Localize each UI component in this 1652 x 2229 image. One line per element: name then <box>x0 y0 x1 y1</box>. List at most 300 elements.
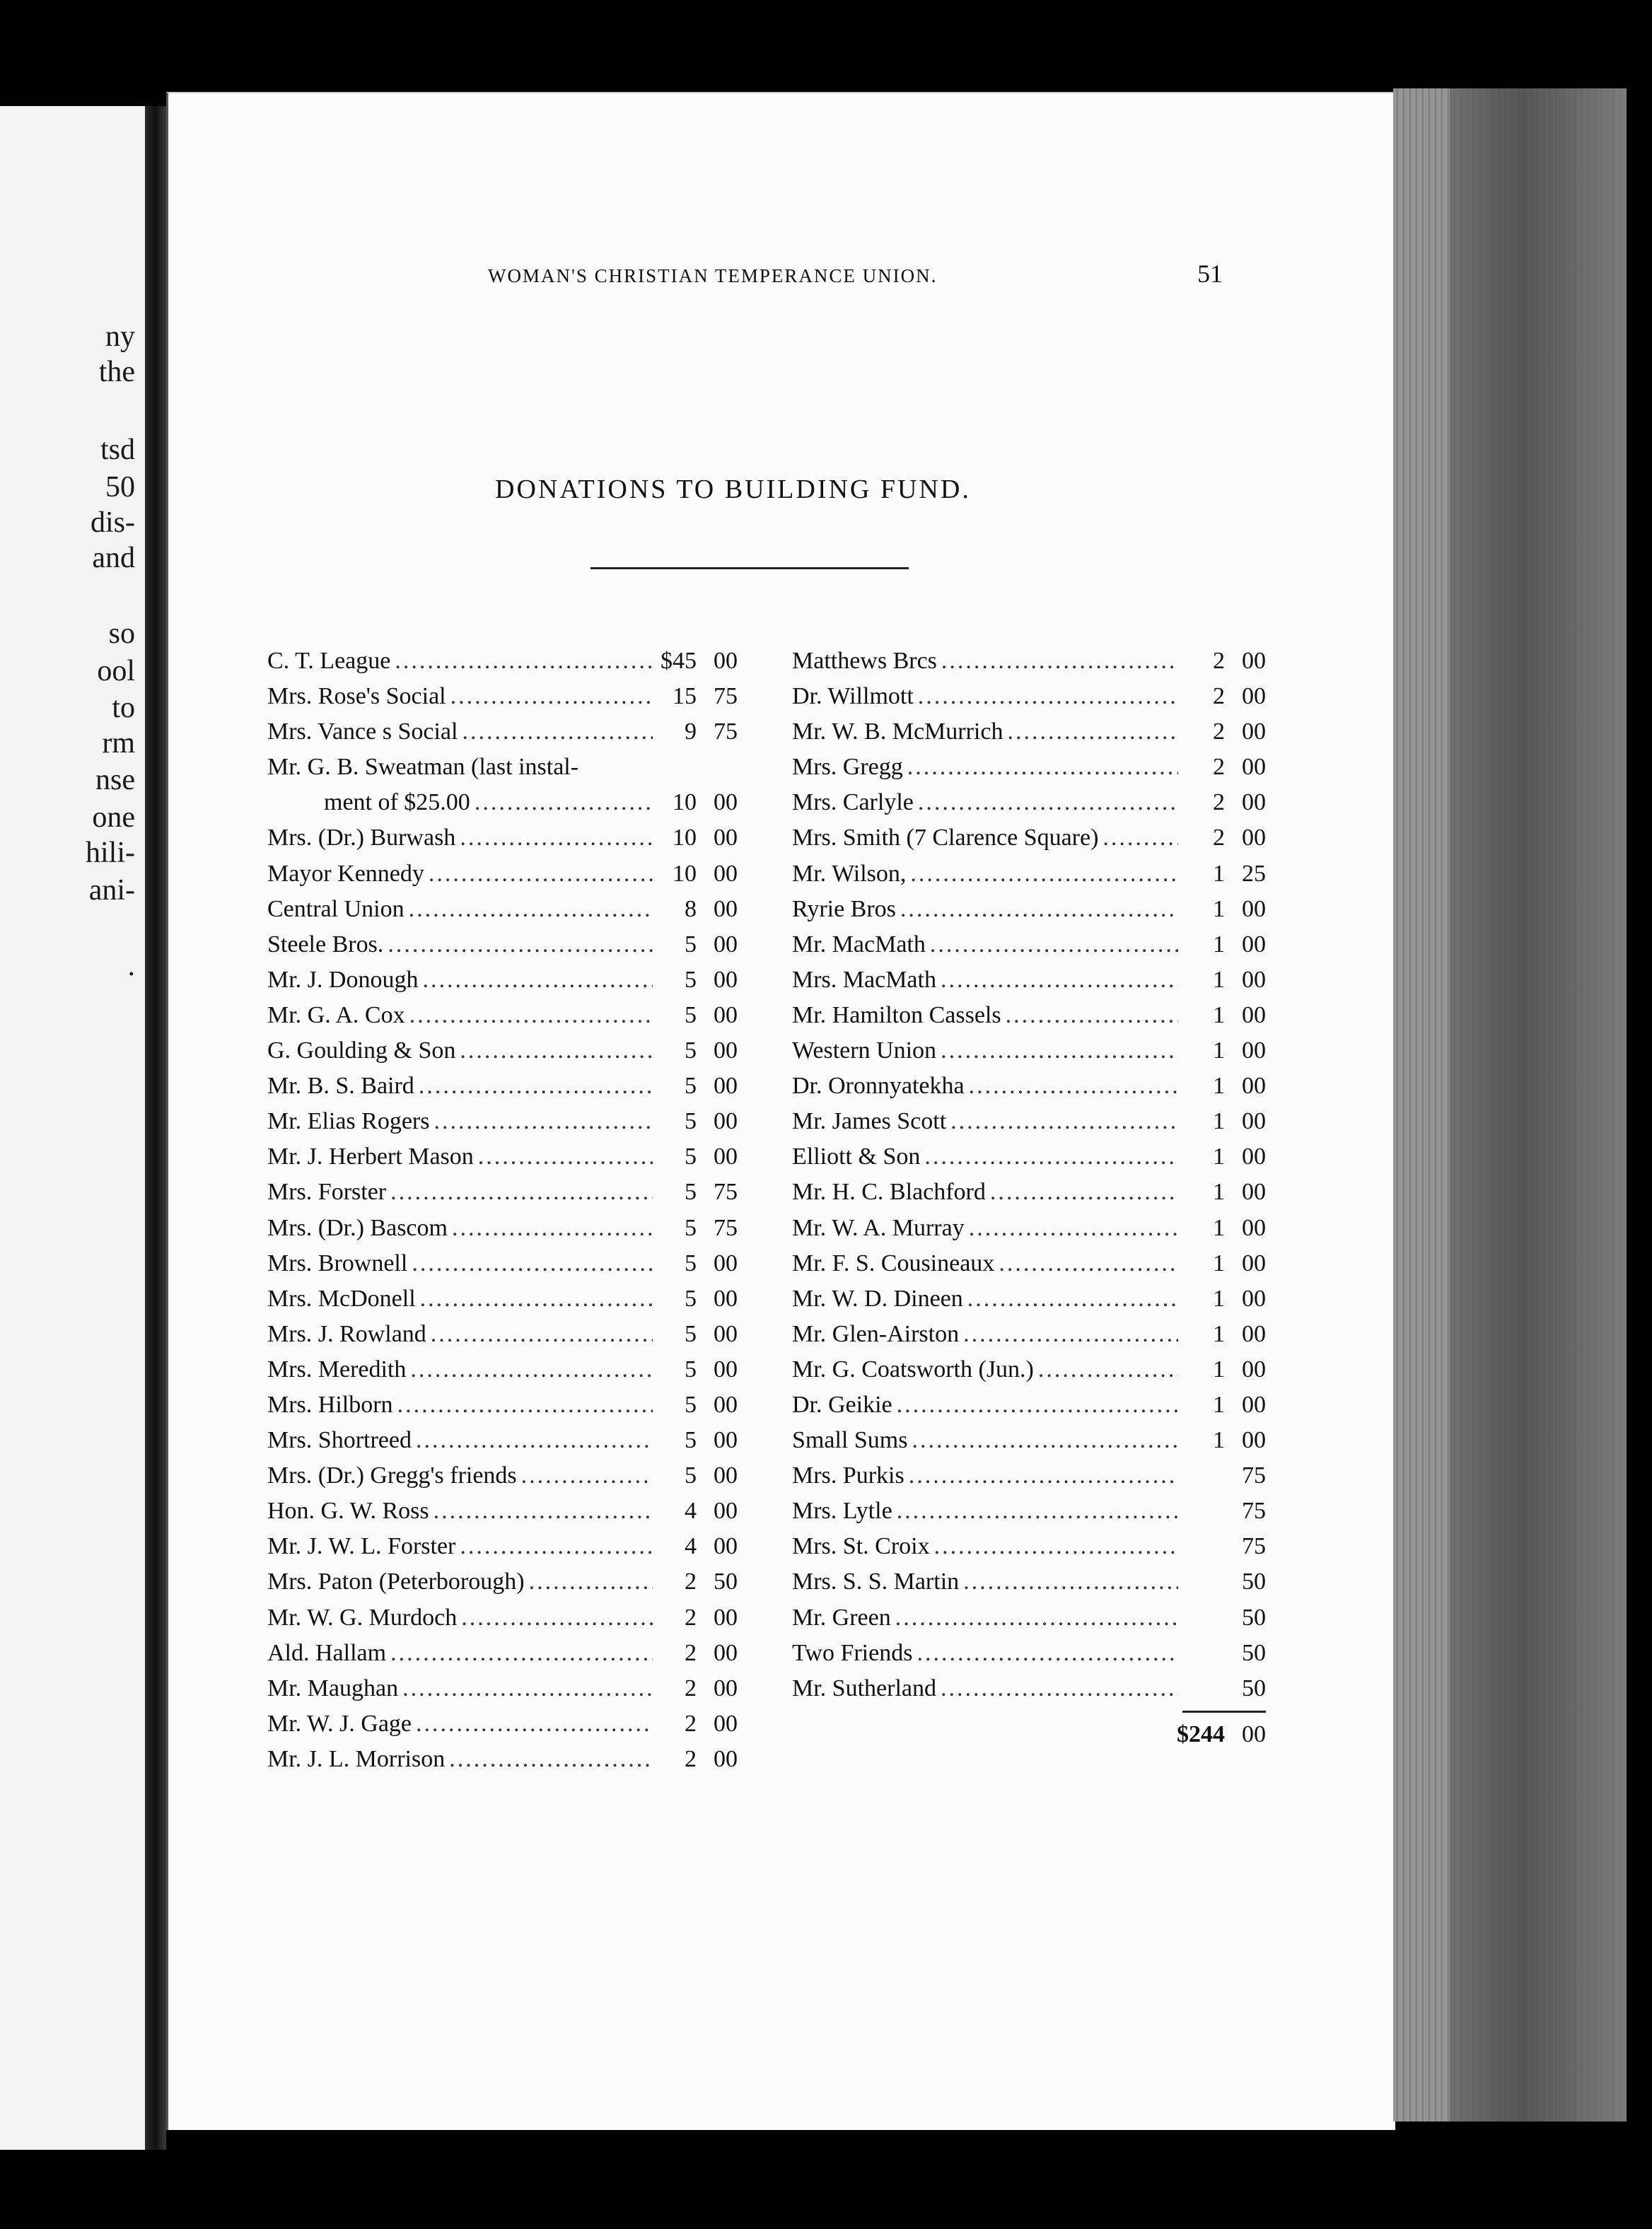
left-page-edge <box>0 106 145 2150</box>
dot-leader <box>478 1139 653 1175</box>
donor-name: Central Union <box>267 895 405 922</box>
amount-cents: 00 <box>1242 1320 1266 1347</box>
donation-entry <box>792 1104 1266 1139</box>
amount-dollars: 5 <box>685 1462 697 1489</box>
donor-name: Dr. Willmott <box>792 683 914 710</box>
amount-cents: 00 <box>1242 1391 1266 1418</box>
amount-cents: 00 <box>714 931 738 958</box>
amount-dollars: 1 <box>1213 1250 1225 1276</box>
donor-name: Mrs. (Dr.) Bascom <box>267 1214 448 1241</box>
left-page-text-fragment: ani- <box>88 874 135 907</box>
amount-cents: 00 <box>714 1320 738 1347</box>
amount-dollars: 2 <box>685 1569 697 1595</box>
dot-leader <box>912 1423 1178 1458</box>
amount-cents: 00 <box>1242 1108 1266 1135</box>
donor-name: Mr. W. A. Murray <box>792 1214 965 1241</box>
dot-leader <box>450 679 653 714</box>
amount-dollars: 10 <box>673 789 697 816</box>
donor-name: Mr. MacMath <box>792 931 926 958</box>
donor-name: Mrs. Purkis <box>792 1462 904 1489</box>
amount-cents: 75 <box>1242 1533 1266 1560</box>
amount-dollars: 5 <box>685 1214 697 1241</box>
donation-entry <box>267 998 738 1033</box>
amount-dollars: 2 <box>1213 683 1225 710</box>
amount-dollars: $45 <box>661 648 697 674</box>
amount-cents: 00 <box>1242 1073 1266 1100</box>
donation-entry <box>792 820 1266 856</box>
donation-entry <box>267 1104 738 1139</box>
amount-cents: 75 <box>1242 1498 1266 1525</box>
amount-dollars: 2 <box>1213 718 1225 745</box>
dot-leader <box>460 820 653 856</box>
amount-cents: 00 <box>1242 648 1266 674</box>
donor-name: Mr. Sutherland <box>792 1675 936 1701</box>
donation-entry <box>267 1139 738 1175</box>
amount-dollars: 5 <box>685 1108 697 1135</box>
amount-cents: 50 <box>1242 1639 1266 1666</box>
donation-entry <box>267 1706 738 1742</box>
page-number: 51 <box>1197 260 1223 288</box>
amount-dollars: 2 <box>685 1710 697 1737</box>
amount-dollars: 9 <box>685 718 697 745</box>
amount-cents: 00 <box>1242 1143 1266 1170</box>
amount-cents: 00 <box>1242 1214 1266 1241</box>
amount-cents: 50 <box>714 1569 738 1595</box>
amount-cents: 00 <box>714 1037 738 1064</box>
running-head: WOMAN'S CHRISTIAN TEMPERANCE UNION. <box>488 265 938 286</box>
donation-entry <box>792 1387 1266 1423</box>
amount-cents: 75 <box>714 683 738 710</box>
dot-leader <box>897 1494 1178 1529</box>
dot-leader <box>475 785 653 820</box>
left-page-text-fragment: ny <box>105 320 135 353</box>
dot-leader <box>395 644 653 679</box>
amount-dollars: 1 <box>1213 1108 1225 1135</box>
dot-leader <box>967 1281 1178 1317</box>
donor-name: Mrs. S. S. Martin <box>792 1569 960 1595</box>
dot-leader <box>950 1104 1178 1139</box>
amount-dollars: 1 <box>1213 1320 1225 1347</box>
donation-entry <box>267 1211 738 1246</box>
left-page-text-fragment: dis- <box>91 506 135 539</box>
amount-dollars: 5 <box>685 1001 697 1028</box>
donation-entry <box>267 714 738 750</box>
left-page-text-fragment: so <box>108 617 135 650</box>
dot-leader <box>460 1033 653 1069</box>
donation-entry <box>267 1636 738 1671</box>
amount-dollars: 5 <box>685 1037 697 1064</box>
amount-cents: 50 <box>1242 1569 1266 1595</box>
donor-name: Mr. G. Coatsworth (Jun.) <box>792 1356 1034 1383</box>
left-page-text-fragment: 50 <box>105 471 135 504</box>
donation-entry <box>792 1033 1266 1069</box>
donor-name: Steele Bros. <box>267 931 384 958</box>
amount-dollars: 1 <box>1213 1427 1225 1454</box>
donor-name: G. Goulding & Son <box>267 1037 456 1064</box>
donor-name: Mr. Elias Rogers <box>267 1108 430 1135</box>
donor-name: Mrs. Gregg <box>792 754 903 781</box>
dot-leader <box>941 644 1178 679</box>
dot-leader <box>999 1246 1178 1281</box>
donor-name: Mr. J. Donough <box>267 966 419 993</box>
amount-cents: 00 <box>714 1001 738 1028</box>
dot-leader <box>429 856 653 892</box>
dot-leader <box>434 1104 653 1139</box>
donor-name: Mrs. (Dr.) Gregg's friends <box>267 1462 517 1489</box>
donation-entry <box>792 998 1266 1033</box>
dot-leader <box>990 1175 1178 1210</box>
amount-cents: 00 <box>714 895 738 922</box>
donation-entry <box>267 750 738 785</box>
dot-leader <box>934 1529 1178 1564</box>
amount-cents: 00 <box>1242 966 1266 993</box>
donor-name: Mr. B. S. Baird <box>267 1073 414 1100</box>
dot-leader <box>397 1387 653 1423</box>
donation-entry <box>792 1246 1266 1281</box>
amount-cents: 00 <box>714 825 738 851</box>
donation-entry <box>792 927 1266 962</box>
donation-entry <box>792 750 1266 785</box>
dot-leader <box>390 1636 653 1671</box>
donor-name: ment of $25.00 <box>324 789 470 816</box>
donor-name: Mr. Green <box>792 1604 891 1631</box>
donation-entry <box>792 1458 1266 1494</box>
amount-cents: 25 <box>1242 860 1266 887</box>
dot-leader <box>909 1458 1178 1494</box>
donation-entry <box>792 785 1266 820</box>
amount-cents: 00 <box>714 1427 738 1454</box>
amount-dollars: 1 <box>1213 1214 1225 1241</box>
donation-entry <box>267 679 738 714</box>
amount-cents: 75 <box>1242 1462 1266 1489</box>
amount-cents: 00 <box>714 1285 738 1312</box>
dot-leader <box>409 892 653 927</box>
donor-name: Mr. W. B. McMurrich <box>792 718 1004 745</box>
amount-cents: 00 <box>714 789 738 816</box>
donation-entry <box>792 679 1266 714</box>
donor-name: Mrs. St. Croix <box>792 1533 930 1560</box>
dot-leader <box>895 1600 1178 1636</box>
amount-dollars: 10 <box>673 825 697 851</box>
donor-name: Mr. Maughan <box>267 1675 399 1701</box>
donation-entry <box>792 1139 1266 1175</box>
donation-entry <box>792 1352 1266 1387</box>
amount-dollars: 5 <box>685 1285 697 1312</box>
amount-dollars: 1 <box>1213 931 1225 958</box>
donation-entry <box>267 1671 738 1706</box>
left-page-text-fragment: rm <box>102 727 135 760</box>
donation-entry <box>792 962 1266 998</box>
dot-leader <box>419 1069 653 1104</box>
amount-dollars: 1 <box>1213 1179 1225 1206</box>
left-page-text-fragment: nse <box>95 764 135 796</box>
amount-cents: 00 <box>714 1533 738 1560</box>
amount-dollars: 2 <box>685 1639 697 1666</box>
dot-leader <box>1103 820 1178 856</box>
dot-leader <box>431 1317 653 1352</box>
donation-entry <box>792 1069 1266 1104</box>
amount-cents: 00 <box>1242 754 1266 781</box>
donation-entry <box>792 1494 1266 1529</box>
amount-dollars: 2 <box>685 1745 697 1772</box>
amount-dollars: 2 <box>1213 789 1225 816</box>
left-page-text-fragment: ool <box>97 655 135 687</box>
amount-dollars: 1 <box>1213 1037 1225 1064</box>
amount-dollars: 1 <box>1213 966 1225 993</box>
amount-cents: 00 <box>1242 789 1266 816</box>
amount-cents: 00 <box>714 1391 738 1418</box>
donation-entry <box>792 1671 1266 1706</box>
donation-entry <box>267 1494 738 1529</box>
donation-entry <box>267 962 738 998</box>
donation-entry <box>792 1423 1266 1458</box>
dot-leader <box>941 1671 1178 1706</box>
amount-dollars: 1 <box>1213 1391 1225 1418</box>
left-page-text-fragment: to <box>112 692 135 724</box>
donor-name: Mrs. J. Rowland <box>267 1320 426 1347</box>
donation-entry <box>792 1600 1266 1636</box>
amount-cents: 00 <box>714 1675 738 1701</box>
donor-name: Mrs. Vance s Social <box>267 718 458 745</box>
donor-name: Mrs. Carlyle <box>792 789 914 816</box>
donor-name: Mrs. Smith (7 Clarence Square) <box>792 825 1099 851</box>
donation-entry <box>267 1352 738 1387</box>
donation-entry <box>792 644 1266 679</box>
donation-entry <box>267 644 738 679</box>
amount-dollars: 10 <box>673 860 697 887</box>
dot-leader <box>402 1671 653 1706</box>
book-gutter <box>145 106 166 2150</box>
donor-name: Mrs. Hilborn <box>267 1391 393 1418</box>
dot-leader <box>910 856 1178 892</box>
amount-cents: 00 <box>1242 825 1266 851</box>
amount-dollars: 2 <box>685 1604 697 1631</box>
amount-cents: 00 <box>1242 1356 1266 1383</box>
amount-dollars: 5 <box>685 1320 697 1347</box>
amount-cents: 00 <box>714 966 738 993</box>
amount-dollars: 2 <box>1213 648 1225 674</box>
donor-name: Small Sums <box>792 1427 908 1454</box>
dot-leader <box>416 1706 653 1742</box>
amount-cents: 00 <box>714 1462 738 1489</box>
donor-name: Mrs. Paton (Peterborough) <box>267 1569 525 1595</box>
amount-cents: 00 <box>714 1639 738 1666</box>
amount-dollars: 2 <box>685 1675 697 1701</box>
dot-leader <box>917 1636 1178 1671</box>
total-dollars: $244 <box>1177 1721 1225 1747</box>
donor-name: Elliott & Son <box>792 1143 921 1170</box>
donor-name: Ryrie Bros <box>792 895 896 922</box>
donation-entry <box>792 1317 1266 1352</box>
donation-entry <box>267 1742 738 1777</box>
page-title: DONATIONS TO BUILDING FUND. <box>495 475 971 504</box>
amount-dollars: 1 <box>1213 1285 1225 1312</box>
donor-name: Mr. James Scott <box>792 1108 947 1135</box>
donor-name: Mr. J. W. L. Forster <box>267 1533 456 1560</box>
amount-dollars: 5 <box>685 1356 697 1383</box>
amount-dollars: 8 <box>685 895 697 922</box>
donor-name: Mr. W. D. Dineen <box>792 1285 963 1312</box>
donor-name: Mr. G. A. Cox <box>267 1001 405 1028</box>
donor-name: Mr. W. J. Gage <box>267 1710 412 1737</box>
dot-leader <box>449 1742 653 1777</box>
amount-cents: 75 <box>714 1214 738 1241</box>
amount-cents: 00 <box>1242 1250 1266 1276</box>
dot-leader <box>918 785 1178 820</box>
amount-cents: 75 <box>714 1179 738 1206</box>
dot-leader <box>963 1317 1178 1352</box>
amount-dollars: 5 <box>685 1179 697 1206</box>
dot-leader <box>1007 714 1178 750</box>
donation-entry <box>267 1281 738 1317</box>
donor-name: Mr. W. G. Murdoch <box>267 1604 458 1631</box>
donor-name: Hon. G. W. Ross <box>267 1498 429 1525</box>
dot-leader <box>529 1564 653 1600</box>
donation-entry <box>267 1600 738 1636</box>
donor-name: Mrs. Brownell <box>267 1250 408 1276</box>
donation-entry <box>267 1246 738 1281</box>
amount-cents: 50 <box>1242 1675 1266 1701</box>
donation-entry <box>792 714 1266 750</box>
donation-entry <box>792 1175 1266 1210</box>
donor-name: Mrs. (Dr.) Burwash <box>267 825 456 851</box>
dot-leader <box>409 998 653 1033</box>
donation-entry <box>267 1529 738 1564</box>
amount-dollars: 1 <box>1213 1073 1225 1100</box>
dot-leader <box>390 1175 653 1210</box>
amount-dollars: 1 <box>1213 1143 1225 1170</box>
dot-leader <box>941 1033 1178 1069</box>
donor-name: Western Union <box>792 1037 937 1064</box>
amount-dollars: 1 <box>1213 895 1225 922</box>
donation-entry <box>792 1636 1266 1671</box>
donation-entry <box>792 1564 1266 1600</box>
donor-name: Mayor Kennedy <box>267 860 424 887</box>
amount-cents: 00 <box>1242 1285 1266 1312</box>
amount-dollars: 5 <box>685 1391 697 1418</box>
dot-leader <box>1038 1352 1178 1387</box>
donation-entry <box>267 1175 738 1210</box>
amount-cents: 00 <box>1242 895 1266 922</box>
dot-leader <box>410 1352 653 1387</box>
donation-entry <box>792 892 1266 927</box>
donation-entry <box>267 927 738 962</box>
dot-leader <box>422 962 653 998</box>
donation-entry <box>267 1458 738 1494</box>
dot-leader <box>918 679 1178 714</box>
donor-name: Mrs. Forster <box>267 1179 387 1206</box>
donation-entry <box>792 1281 1266 1317</box>
donor-name: Mrs. Meredith <box>267 1356 407 1383</box>
left-page-text-fragment: and <box>92 542 135 574</box>
amount-cents: 00 <box>714 1745 738 1772</box>
donor-name: Mr. Wilson, <box>792 860 907 887</box>
dot-leader <box>969 1069 1178 1104</box>
donor-name: Mrs. Shortreed <box>267 1427 412 1454</box>
donor-name: Mr. H. C. Blachford <box>792 1179 986 1206</box>
left-page-text-fragment: . <box>127 950 135 982</box>
amount-cents: 00 <box>714 648 738 674</box>
left-page-text-fragment: the <box>98 356 135 388</box>
left-page-text-fragment: tsd <box>100 433 135 466</box>
book-page-edges <box>1393 88 1627 2122</box>
donor-name: Mrs. Lytle <box>792 1498 892 1525</box>
donation-entry <box>267 820 738 856</box>
amount-dollars: 15 <box>673 683 697 710</box>
amount-dollars: 1 <box>1213 860 1225 887</box>
donation-entry <box>267 1317 738 1352</box>
donor-name: Mr. Hamilton Cassels <box>792 1001 1001 1028</box>
amount-dollars: 4 <box>685 1533 697 1560</box>
amount-cents: 00 <box>714 1604 738 1631</box>
amount-cents: 00 <box>1242 1037 1266 1064</box>
amount-cents: 00 <box>1242 1001 1266 1028</box>
donor-name: Mr. J. Herbert Mason <box>267 1143 474 1170</box>
amount-dollars: 5 <box>685 1427 697 1454</box>
donor-name: Mr. Glen-Airston <box>792 1320 960 1347</box>
amount-dollars: 5 <box>685 1073 697 1100</box>
amount-dollars: 2 <box>1213 754 1225 781</box>
donation-entry <box>267 1423 738 1458</box>
dot-leader <box>452 1211 653 1246</box>
dot-leader <box>412 1246 653 1281</box>
total-cents: 00 <box>1242 1721 1266 1747</box>
amount-cents: 00 <box>714 1108 738 1135</box>
dot-leader <box>420 1281 653 1317</box>
dot-leader <box>963 1564 1178 1600</box>
dot-leader <box>461 1600 653 1636</box>
donation-entry <box>267 856 738 892</box>
dot-leader <box>897 1387 1178 1423</box>
dot-leader <box>1006 998 1178 1033</box>
left-page-text-fragment: hili- <box>86 837 135 869</box>
donor-name: Mrs. MacMath <box>792 966 936 993</box>
donor-name: Mr. G. B. Sweatman (last instal- <box>267 754 579 781</box>
dot-leader <box>521 1458 653 1494</box>
amount-cents: 00 <box>714 1498 738 1525</box>
donation-entry <box>267 1564 738 1600</box>
amount-cents: 00 <box>714 1356 738 1383</box>
donor-name: Mrs. McDonell <box>267 1285 416 1312</box>
dot-leader <box>941 962 1178 998</box>
donor-name: Mrs. Rose's Social <box>267 683 446 710</box>
donation-entry <box>267 1069 738 1104</box>
donations-left-column <box>267 644 738 1777</box>
donation-entry <box>792 1211 1266 1246</box>
amount-cents: 50 <box>1242 1604 1266 1631</box>
dot-leader <box>416 1423 653 1458</box>
amount-dollars: 5 <box>685 1250 697 1276</box>
total-amount <box>792 1713 1266 1752</box>
amount-dollars: 1 <box>1213 1001 1225 1028</box>
amount-dollars: 2 <box>1213 825 1225 851</box>
amount-cents: 00 <box>1242 1179 1266 1206</box>
left-page-text-fragment: one <box>92 801 135 834</box>
donor-name: C. T. League <box>267 648 391 674</box>
donor-name: Ald. Hallam <box>267 1639 387 1666</box>
amount-dollars: 5 <box>685 1143 697 1170</box>
donor-name: Mr. J. L. Morrison <box>267 1745 446 1772</box>
amount-cents: 00 <box>1242 683 1266 710</box>
dot-leader <box>434 1494 653 1529</box>
dot-leader <box>462 714 653 750</box>
donation-entry <box>267 1387 738 1423</box>
dot-leader <box>900 892 1178 927</box>
donation-entry <box>267 1033 738 1069</box>
donor-name: Dr. Geikie <box>792 1391 892 1418</box>
amount-dollars: 5 <box>685 931 697 958</box>
amount-cents: 75 <box>714 718 738 745</box>
